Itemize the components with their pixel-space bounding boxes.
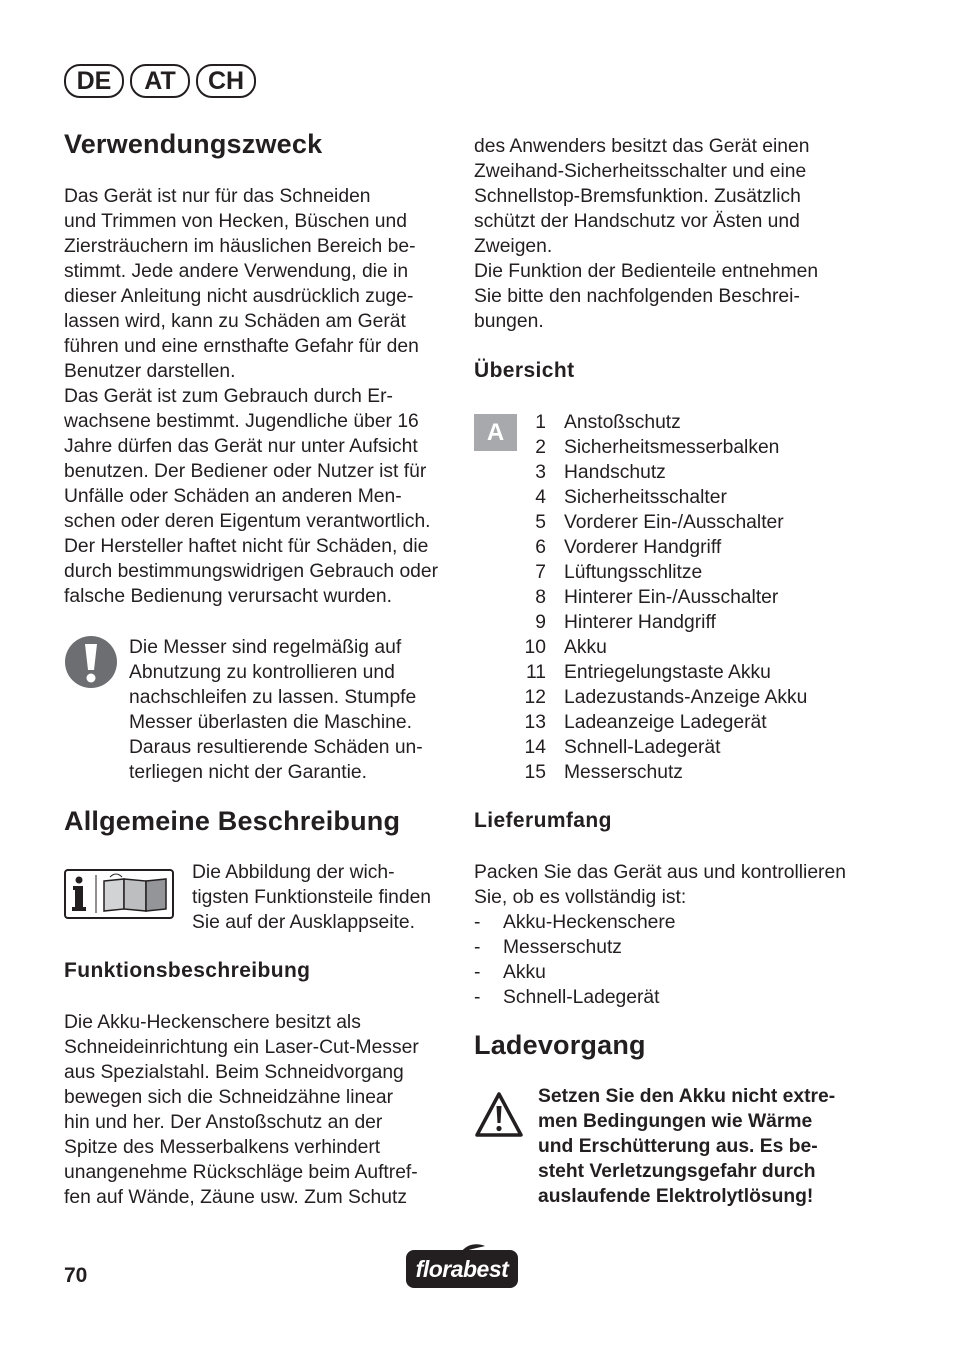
- item-label: Schnell-Ladegerät: [564, 737, 721, 758]
- text-line: Jahre dürfen das Gerät nur unter Aufsicht: [64, 436, 418, 457]
- item-label: Sicherheitsmesserbalken: [564, 437, 780, 458]
- text-line: Ziersträuchern im häuslichen Bereich be-: [64, 236, 416, 257]
- item-label: Hinterer Handgriff: [564, 612, 716, 633]
- florabest-logo: florabest: [406, 1250, 518, 1288]
- item-label: Ladeanzeige Ladegerät: [564, 712, 767, 733]
- text-line: Setzen Sie den Akku nicht extre-: [538, 1086, 836, 1107]
- text-line: terliegen nicht der Garantie.: [129, 762, 367, 783]
- heading-verwendungszweck: Verwendungszweck: [64, 129, 323, 159]
- list-item: [474, 960, 676, 985]
- text-line: unangenehme Rückschläge beim Auftref-: [64, 1162, 418, 1183]
- item-label: Messerschutz: [503, 937, 622, 958]
- item-number: 5: [535, 512, 546, 533]
- item-label: Akku-Heckenschere: [503, 912, 676, 933]
- text-line: stimmt. Jede andere Verwendung, die in: [64, 261, 409, 282]
- list-dash: -: [474, 912, 481, 933]
- text-line: Sie auf der Ausklappseite.: [192, 912, 415, 933]
- text-line: bewegen sich die Schneidzähne linear: [64, 1087, 394, 1108]
- item-number: 7: [535, 562, 546, 583]
- item-label: Lüftungsschlitze: [564, 562, 703, 583]
- language-badge-at: AT: [130, 64, 190, 98]
- item-label: Vorderer Ein-/Ausschalter: [564, 512, 784, 533]
- heading-funktionsbeschreibung: Funktionsbeschreibung: [64, 959, 311, 982]
- item-number: 8: [535, 587, 546, 608]
- text-line: dieser Anleitung nicht ausdrücklich zuge-: [64, 286, 414, 307]
- page-number: 70: [64, 1264, 88, 1287]
- text-line: führen und eine ernsthafte Gefahr für den: [64, 336, 419, 357]
- text-line: fen auf Wände, Zäune usw. Zum Schutz: [64, 1187, 407, 1208]
- list-item: [510, 735, 807, 760]
- item-number: 10: [524, 637, 546, 658]
- text-line: Die Messer sind regelmäßig auf: [129, 637, 402, 658]
- text-line: Spitze des Messerbalkens verhindert: [64, 1137, 381, 1158]
- funktion-continued-text: [474, 134, 818, 334]
- text-line: und Erschütterung aus. Es be-: [538, 1136, 818, 1157]
- heading-ladevorgang: Ladevorgang: [474, 1030, 646, 1060]
- item-number: 6: [535, 537, 546, 558]
- list-item: [510, 635, 807, 660]
- list-item: [474, 910, 676, 935]
- verwendungszweck-text: [64, 184, 438, 609]
- text-line: Das Gerät ist zum Gebrauch durch Er-: [64, 386, 393, 407]
- item-label: Handschutz: [564, 462, 666, 483]
- text-line: Unfälle oder Schäden an anderen Men-: [64, 486, 402, 507]
- text-line: Abnutzung zu kontrollieren und: [129, 662, 395, 683]
- text-line: Das Gerät ist nur für das Schneiden: [64, 186, 371, 207]
- text-line: Die Abbildung der wich-: [192, 862, 395, 883]
- text-line: Packen Sie das Gerät aus und kontrollieren: [474, 862, 846, 883]
- language-badge-ch: CH: [196, 64, 256, 98]
- text-line: falsche Bedienung verursacht wurden.: [64, 586, 392, 607]
- text-line: Die Funktion der Bedienteile entnehmen: [474, 261, 819, 282]
- heading-lieferumfang: Lieferumfang: [474, 809, 612, 832]
- item-number: 4: [535, 487, 546, 508]
- text-line: schützt der Handschutz vor Ästen und: [474, 211, 800, 232]
- text-line: men Bedingungen wie Wärme: [538, 1111, 813, 1132]
- heading-uebersicht: Übersicht: [474, 359, 575, 382]
- item-label: Akku: [564, 637, 607, 658]
- list-item: [510, 410, 807, 435]
- text-line: lassen wird, kann zu Schäden am Gerät: [64, 311, 406, 332]
- language-badge-de: DE: [64, 64, 124, 98]
- text-line: Zweihand-Sicherheitsschalter und eine: [474, 161, 807, 182]
- list-item: [510, 585, 807, 610]
- list-item: [510, 535, 807, 560]
- text-line: Benutzer darstellen.: [64, 361, 236, 382]
- text-line: hin und her. Der Anstoßschutz an der: [64, 1112, 383, 1133]
- list-item: [510, 435, 807, 460]
- lieferumfang-intro: [474, 860, 846, 910]
- info-text: [192, 860, 431, 935]
- text-line: aus Spezialstahl. Beim Schneidvorgang: [64, 1062, 404, 1083]
- info-foldout-icon: [64, 869, 174, 919]
- item-label: Vorderer Handgriff: [564, 537, 722, 558]
- text-line: tigsten Funktionsteile finden: [192, 887, 432, 908]
- item-label: Sicherheitsschalter: [564, 487, 727, 508]
- list-item: [510, 510, 807, 535]
- list-item: [510, 560, 807, 585]
- text-line: Sie bitte den nachfolgenden Beschrei-: [474, 286, 800, 307]
- item-label: Hinterer Ein-/Ausschalter: [564, 587, 779, 608]
- item-number: 9: [535, 612, 546, 633]
- figure-a-badge: A: [474, 414, 517, 451]
- text-line: Der Hersteller haftet nicht für Schäden, die: [64, 536, 429, 557]
- text-line: Messer überlasten die Maschine.: [129, 712, 412, 733]
- item-label: Akku: [503, 962, 546, 983]
- list-dash: -: [474, 962, 481, 983]
- item-number: 12: [524, 687, 546, 708]
- item-label: Anstoßschutz: [564, 412, 681, 433]
- text-line: steht Verletzungsgefahr durch: [538, 1161, 816, 1182]
- list-item: [510, 660, 807, 685]
- overview-list: [510, 410, 807, 785]
- list-item: [510, 485, 807, 510]
- list-item: [510, 710, 807, 735]
- list-item: [474, 985, 676, 1010]
- list-item: [510, 460, 807, 485]
- funktionsbeschreibung-text: [64, 1010, 419, 1210]
- item-label: Entriegelungstaste Akku: [564, 662, 771, 683]
- text-line: Zweigen.: [474, 236, 553, 257]
- list-item: [510, 685, 807, 710]
- heading-allgemeine-beschreibung: Allgemeine Beschreibung: [64, 806, 401, 836]
- text-line: Daraus resultierende Schäden un-: [129, 737, 423, 758]
- list-dash: -: [474, 937, 481, 958]
- text-line: schen oder deren Eigentum verantwortlich.: [64, 511, 431, 532]
- list-dash: -: [474, 987, 481, 1008]
- list-item: [510, 760, 807, 785]
- text-line: Die Akku-Heckenschere besitzt als: [64, 1012, 361, 1033]
- item-number: 14: [524, 737, 546, 758]
- messer-note-text: [129, 635, 423, 785]
- item-number: 15: [524, 762, 546, 783]
- text-line: Sie, ob es vollständig ist:: [474, 887, 687, 908]
- lieferumfang-list: [474, 910, 676, 1010]
- text-line: Schnellstop-Bremsfunktion. Zusätzlich: [474, 186, 801, 207]
- text-line: und Trimmen von Hecken, Büschen und: [64, 211, 407, 232]
- exclamation-icon: [64, 635, 118, 689]
- item-label: Schnell-Ladegerät: [503, 987, 660, 1008]
- warning-text: [538, 1084, 835, 1209]
- item-label: Messerschutz: [564, 762, 683, 783]
- item-number: 2: [535, 437, 546, 458]
- text-line: Schneideinrichtung ein Laser-Cut-Messer: [64, 1037, 419, 1058]
- text-line: des Anwenders besitzt das Gerät einen: [474, 136, 810, 157]
- item-number: 13: [524, 712, 546, 733]
- list-item: [510, 610, 807, 635]
- list-item: [474, 935, 676, 960]
- text-line: durch bestimmungswidrigen Gebrauch oder: [64, 561, 439, 582]
- item-number: 3: [535, 462, 546, 483]
- item-number: 1: [535, 412, 546, 433]
- text-line: wachsene bestimmt. Jugendliche über 16: [64, 411, 419, 432]
- text-line: benutzen. Der Bediener oder Nutzer ist für: [64, 461, 427, 482]
- item-label: Ladezustands-Anzeige Akku: [564, 687, 808, 708]
- text-line: auslaufende Elektrolytlösung!: [538, 1186, 814, 1207]
- text-line: nachschleifen zu lassen. Stumpfe: [129, 687, 417, 708]
- language-badges: [64, 64, 256, 98]
- text-line: bungen.: [474, 311, 544, 332]
- warning-triangle-icon: [474, 1091, 524, 1139]
- item-number: 11: [525, 662, 546, 683]
